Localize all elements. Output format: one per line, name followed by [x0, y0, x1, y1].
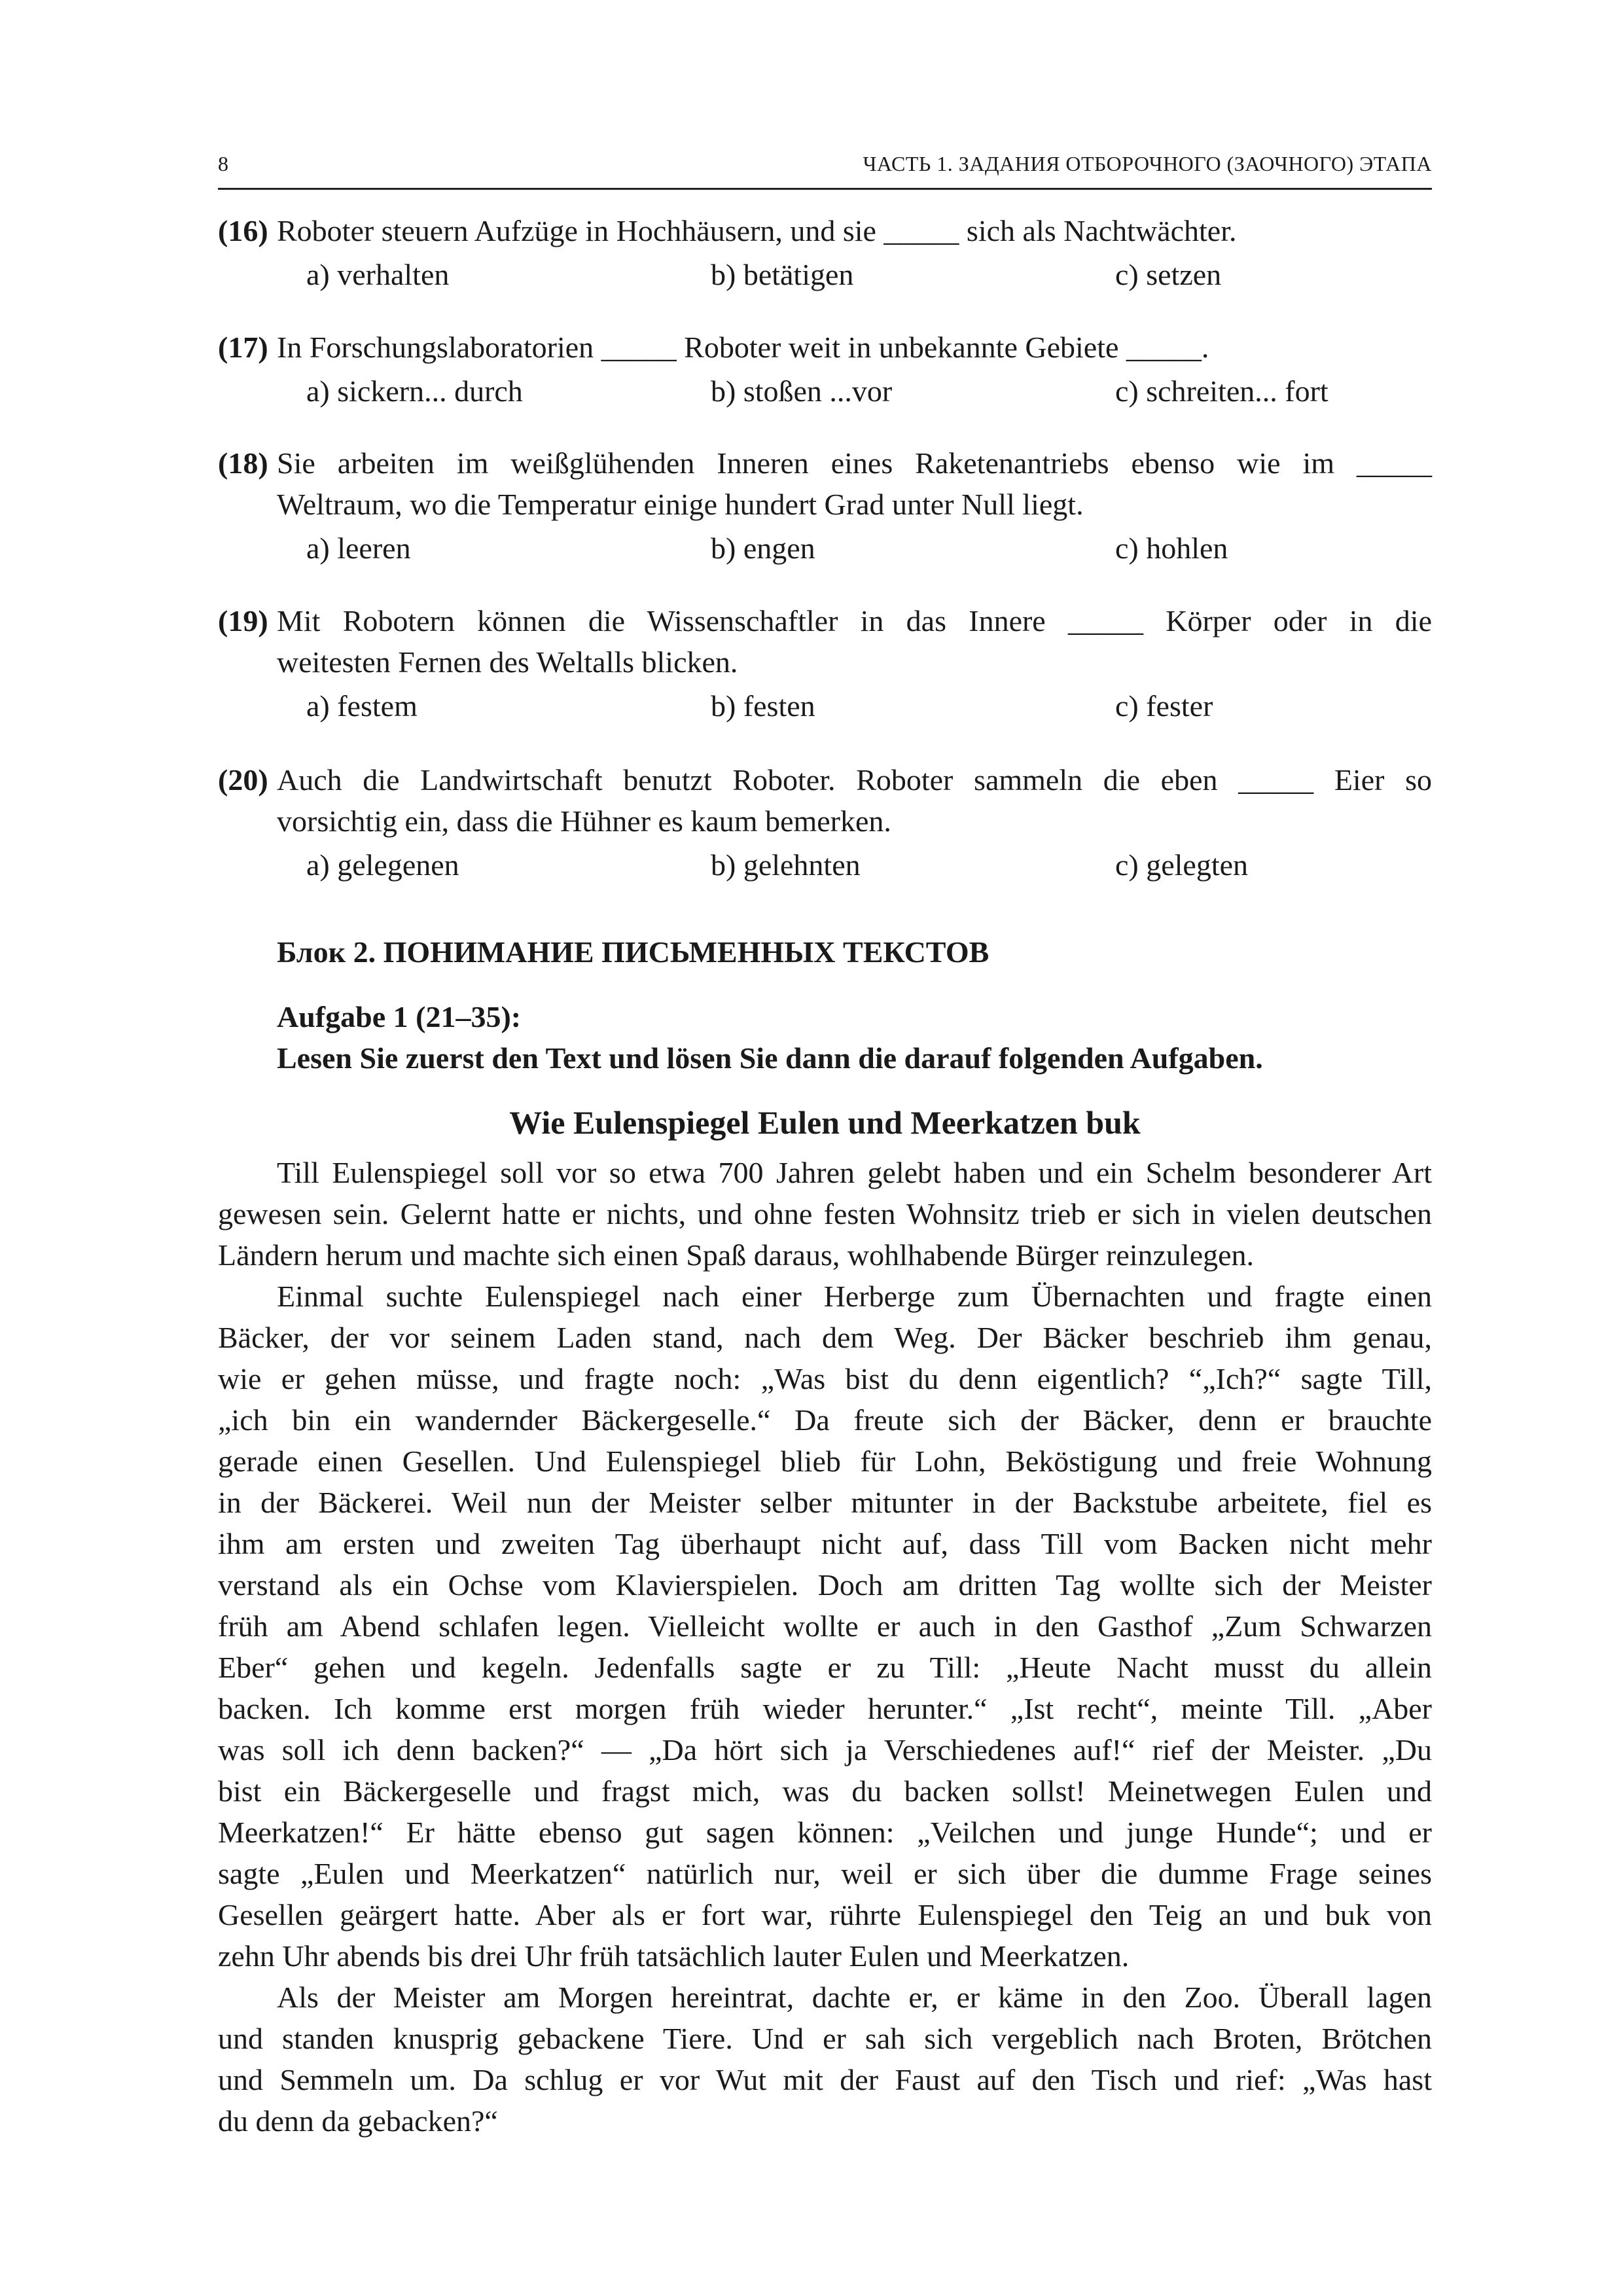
story-line: verstand als ein Ochse vom Klavierspielen. Doch am dritten Tag wollte sich der Meister — [218, 1568, 1432, 1602]
question-text: Mit Robotern können die Wissenschaftler in das Innere _____ Körper oder in die — [277, 604, 1432, 637]
answer-option: c) schreiten... fort — [1115, 374, 1329, 408]
story-line: in der Bäckerei. Weil nun der Meister selber mitunter in der Backstube arbeitete, fiel es — [218, 1486, 1432, 1519]
story-line: Till Eulenspiegel soll vor so etwa 700 Jahren gelebt haben und ein Schelm besonderer Art — [277, 1156, 1432, 1189]
answer-option: b) gelehnten — [711, 848, 861, 882]
question-number: (19) — [218, 604, 268, 637]
story-line: wie er gehen müsse, und fragte noch: „Was bist du denn eigentlich? “„Ich?“ sagte Till, — [218, 1362, 1432, 1395]
question-text: Sie arbeiten im weißglühenden Inneren eines Raketenantriebs ebenso wie im _____ — [277, 446, 1432, 480]
question-text: weitesten Fernen des Weltalls blicken. — [277, 645, 738, 679]
task-instruction: Lesen Sie zuerst den Text und lösen Sie dann die darauf folgenden Aufgaben. — [277, 1041, 1263, 1075]
question-text: Auch die Landwirtschaft benutzt Roboter. Roboter sammeln die eben _____ Eier so — [277, 763, 1432, 797]
story-title: Wie Eulenspiegel Eulen und Meerkatzen buk — [509, 1104, 1141, 1141]
story-line: ihm am ersten und zweiten Tag überhaupt nicht auf, dass Till vom Backen nicht mehr — [218, 1527, 1432, 1560]
question-text: vorsichtig ein, dass die Hühner es kaum bemerken. — [277, 804, 891, 838]
question-number: (18) — [218, 446, 268, 480]
story-line: „ich bin ein wandernder Bäckergeselle.“ Da freute sich der Bäcker, denn er brauchte — [218, 1403, 1432, 1437]
header-divider — [218, 188, 1432, 190]
running-head: ЧАСТЬ 1. ЗАДАНИЯ ОТБОРОЧНОГО (ЗАОЧНОГО) ЭТАПА — [863, 152, 1432, 175]
story-line: früh am Abend schlafen legen. Vielleicht wollte er auch in den Gasthof „Zum Schwarzen — [218, 1609, 1432, 1643]
question-text: Weltraum, wo die Temperatur einige hundert Grad unter Null liegt. — [277, 488, 1084, 521]
story-line: was soll ich denn backen?“ — „Da hört sich ja Verschiedenes auf!“ rief der Meister. „Du — [218, 1733, 1432, 1767]
question-text: In Forschungslaboratorien _____ Roboter weit in unbekannte Gebiete _____. — [277, 331, 1209, 364]
answer-option: c) fester — [1115, 689, 1213, 723]
story-line: Bäcker, der vor seinem Laden stand, nach dem Weg. Der Bäcker beschrieb ihm genau, — [218, 1321, 1432, 1354]
story-line: und Semmeln um. Da schlug er vor Wut mit der Faust auf den Tisch und rief: „Was hast — [218, 2063, 1432, 2096]
story-line: du denn da gebacken?“ — [218, 2104, 498, 2138]
question-text: Roboter steuern Aufzüge in Hochhäusern, und sie _____ sich als Nachtwächter. — [277, 214, 1237, 247]
task-title: Aufgabe 1 (21–35): — [277, 1000, 522, 1033]
story-line: Einmal suchte Eulenspiegel nach einer Herberge zum Übernachten und fragte einen — [277, 1280, 1432, 1313]
answer-option: b) engen — [711, 531, 815, 565]
answer-option: a) gelegenen — [306, 848, 459, 882]
story-line: und standen knusprig gebackene Tiere. Und er sah sich vergeblich nach Broten, Brötchen — [218, 2022, 1432, 2055]
story-line: gewesen sein. Gelernt hatte er nichts, und ohne festen Wohnsitz trieb er sich in vielen deutschen — [218, 1197, 1432, 1230]
answer-option: a) festem — [306, 689, 418, 723]
answer-option: b) betätigen — [711, 258, 854, 291]
answer-option: a) leeren — [306, 531, 411, 565]
question-number: (16) — [218, 214, 268, 247]
story-line: zehn Uhr abends bis drei Uhr früh tatsächlich lauter Eulen und Meerkatzen. — [218, 1939, 1130, 1973]
story-line: Ländern herum und machte sich einen Spaß daraus, wohlhabende Bürger reinzulegen. — [218, 1238, 1255, 1272]
story-line: gerade einen Gesellen. Und Eulenspiegel blieb für Lohn, Beköstigung und freie Wohnung — [218, 1444, 1432, 1478]
story-line: sagte „Eulen und Meerkatzen“ natürlich nur, weil er sich über die dumme Frage seines — [218, 1857, 1432, 1890]
question-number: (17) — [218, 331, 268, 364]
answer-option: a) sickern... durch — [306, 374, 523, 408]
story-line: Gesellen geärgert hatte. Aber als er fort war, rührte Eulenspiegel den Teig an und buk von — [218, 1898, 1432, 1931]
story-line: Meerkatzen!“ Er hätte ebenso gut sagen können: „Veilchen und junge Hunde“; und er — [218, 1816, 1432, 1849]
answer-option: c) hohlen — [1115, 531, 1228, 565]
answer-option: b) stoßen ...vor — [711, 374, 893, 408]
story-line: backen. Ich komme erst morgen früh wieder herunter.“ „Ist recht“, meinte Till. „Aber — [218, 1692, 1432, 1725]
answer-option: c) gelegten — [1115, 848, 1249, 882]
story-line: Als der Meister am Morgen hereintrat, dachte er, er käme in den Zoo. Überall lagen — [277, 1981, 1432, 2014]
question-number: (20) — [218, 763, 268, 797]
answer-option: c) setzen — [1115, 258, 1222, 291]
answer-option: b) festen — [711, 689, 815, 723]
story-line: bist ein Bäckergeselle und fragst mich, was du backen sollst! Meinetwegen Eulen und — [218, 1774, 1432, 1808]
block-heading: Блок 2. ПОНИМАНИЕ ПИСЬМЕННЫХ ТЕКСТОВ — [277, 935, 990, 969]
answer-option: a) verhalten — [306, 258, 450, 291]
page-number: 8 — [218, 152, 228, 175]
story-line: Eber“ gehen und kegeln. Jedenfalls sagte er zu Till: „Heute Nacht musst du allein — [218, 1651, 1432, 1684]
